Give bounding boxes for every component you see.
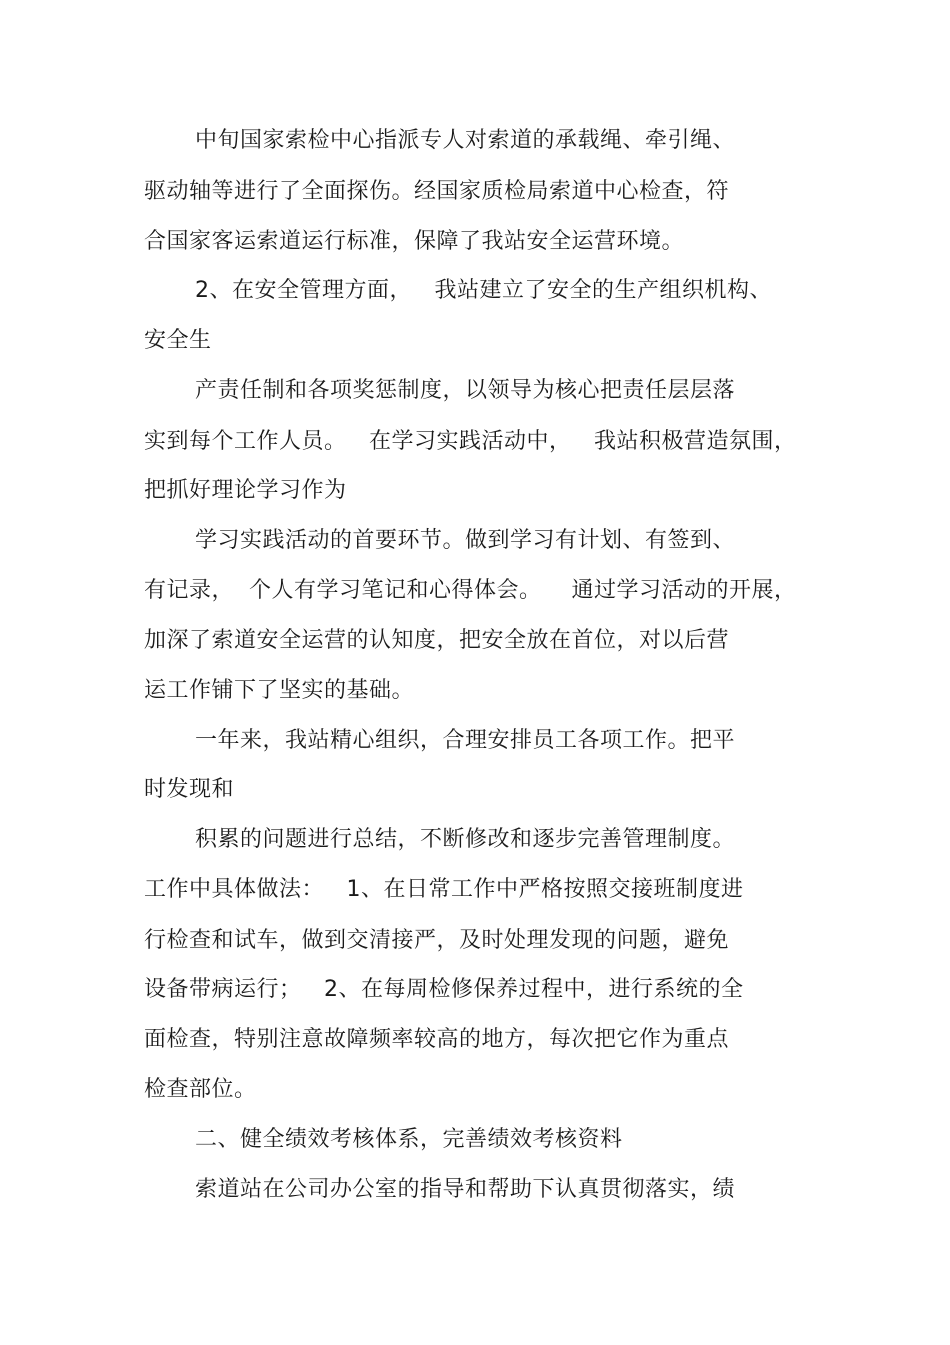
text-line: 学习实践活动的首要环节。做到学习有计划、有签到、 bbox=[195, 528, 736, 553]
text-line: 合国家客运索道运行标准，保障了我站安全运营环境。 bbox=[144, 229, 685, 254]
text-line: 设备带病运行； 2、在每周检修保养过程中，进行系统的全 bbox=[144, 977, 744, 1002]
text-line: 产责任制和各项奖惩制度，以领导为核心把责任层层落 bbox=[195, 378, 736, 403]
text-line: 索道站在公司办公室的指导和帮助下认真贯彻落实，绩 bbox=[195, 1177, 736, 1202]
text-line: 检查部位。 bbox=[144, 1077, 257, 1102]
text-line: 时发现和 bbox=[144, 777, 235, 802]
text-line: 面检查，特别注意故障频率较高的地方，每次把它作为重点 bbox=[144, 1027, 730, 1052]
text-line: 运工作铺下了坚实的基础。 bbox=[144, 678, 415, 703]
text-line: 积累的问题进行总结，不断修改和逐步完善管理制度。 bbox=[195, 827, 736, 852]
text-line: 一年来，我站精心组织，合理安排员工各项工作。把平 bbox=[195, 728, 736, 753]
text-line: 工作中具体做法： 1、在日常工作中严格按照交接班制度进 bbox=[144, 877, 744, 902]
text-line: 行检查和试车，做到交清接严，及时处理发现的问题，避免 bbox=[144, 928, 730, 953]
text-line: 把抓好理论学习作为 bbox=[144, 478, 347, 503]
text-line: 加深了索道安全运营的认知度，把安全放在首位，对以后营 bbox=[144, 628, 730, 653]
text-line: 安全生 bbox=[144, 328, 212, 353]
section-heading: 二、健全绩效考核体系，完善绩效考核资料 bbox=[195, 1127, 623, 1152]
text-line: 中旬国家索检中心指派专人对索道的承载绳、牵引绳、 bbox=[195, 128, 736, 153]
text-line: 实到每个工作人员。 在学习实践活动中， 我站积极营造氛围， bbox=[144, 429, 797, 454]
text-line: 驱动轴等进行了全面探伤。经国家质检局索道中心检查，符 bbox=[144, 179, 730, 204]
text-line: 2、在安全管理方面， 我站建立了安全的生产组织机构、 bbox=[195, 278, 772, 303]
text-line: 有记录， 个人有学习笔记和心得体会。 通过学习活动的开展， bbox=[144, 578, 797, 603]
